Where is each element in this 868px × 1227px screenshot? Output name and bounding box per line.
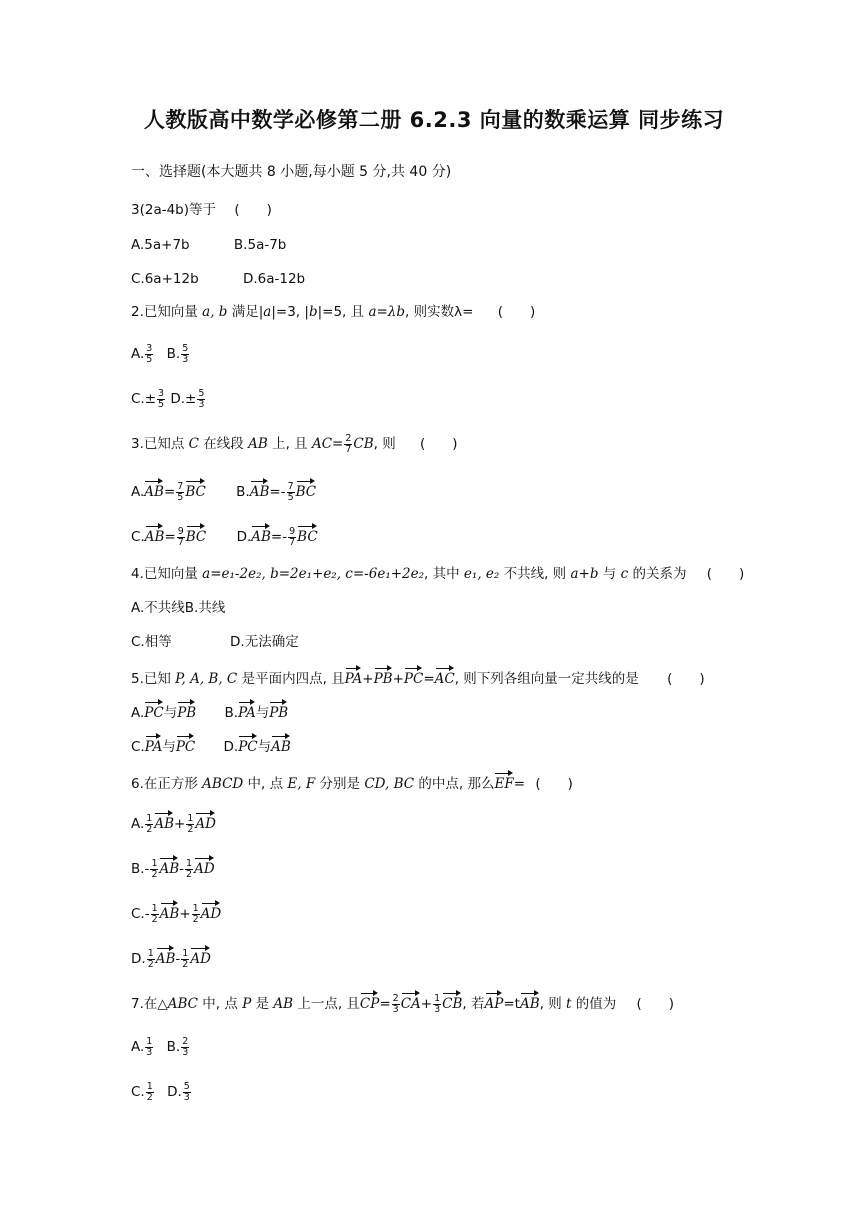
answer-paren: ( ): [497, 304, 536, 320]
q3-option-a: A.AB= $\frac{7}{5}$ BC: [131, 484, 206, 500]
q7-option-a: A.: [131, 1039, 145, 1055]
q7-mid2: 是: [251, 996, 274, 1012]
q7-vec-cb: CB: [442, 990, 462, 1014]
q7-stem-pre: 7.在△: [131, 996, 168, 1012]
section-heading: 一、选择题(本大题共 8 小题,每小题 5 分,共 40 分): [131, 164, 452, 180]
q6-eq: =: [513, 776, 526, 792]
q1-option-d: D.6a-12b: [242, 271, 306, 287]
question-5: 5.已知 P, A, B, C 是平面内四点, 且PA+PB+PC=AC, 则下列各组向量一定共线的是 ( ): [131, 665, 705, 689]
q1-stem: 3(2a-4b)等于: [131, 202, 217, 218]
q3-cb: CB: [353, 436, 374, 452]
q7-vec-ab: AB: [520, 990, 540, 1014]
page-title: 人教版高中数学必修第二册 6.2.3 向量的数乘运算 同步练习: [143, 108, 725, 132]
q7-mid3: 上一点, 且: [293, 996, 360, 1012]
q5-vec-pa: PA: [345, 665, 363, 689]
q7-options-row2: C. $\frac{1}{2}$ D. $\frac{5}{3}$: [131, 1081, 190, 1103]
q1-options-row2: [131, 269, 305, 289]
q6-option-a: A. $\frac{1}{2}$ AB+ $\frac{1}{2}$ AD: [131, 810, 216, 834]
fraction: $\frac{3}{5}$: [158, 388, 165, 410]
q4-option-b: B.共线: [184, 600, 226, 616]
q5-options-row2: [131, 733, 291, 757]
q6-cdbc: CD, BC: [364, 776, 415, 792]
q2-option-d: D.±: [170, 391, 197, 407]
q7-option-d: D.: [167, 1084, 182, 1100]
q2-option-b: B.: [166, 346, 181, 362]
q3-point-c: C: [188, 436, 200, 452]
q2-b: b: [308, 304, 318, 320]
q3-end: , 则: [373, 436, 396, 452]
q4-mid3: 与: [598, 566, 621, 582]
q4-option-d: D.无法确定: [230, 634, 299, 650]
q7-vec-ca: CA: [401, 990, 421, 1014]
q3-mid2: 上, 且: [267, 436, 312, 452]
q5-stem-pre: 5.已知: [131, 671, 176, 687]
q2-eq: a=λb: [368, 304, 405, 320]
q1-options-row1: [131, 235, 286, 255]
q3-mid: 在线段: [199, 436, 249, 452]
q4-mid2: 不共线, 则: [499, 566, 571, 582]
q4-option-a: A.不共线: [131, 600, 185, 616]
q5-vec-pc: PC: [404, 665, 423, 689]
q6-mid: 中, 点: [243, 776, 288, 792]
q4-end: 的关系为: [628, 566, 687, 582]
q2-stem-pre: 2.已知向量: [131, 304, 203, 320]
q5-points: P, A, B, C: [175, 671, 238, 687]
q2-option-a: A.: [131, 346, 145, 362]
question-1: [131, 200, 272, 220]
q2-stem-mid: 满足|: [227, 304, 264, 320]
q3-ac: AC=: [311, 436, 344, 452]
q4-mid: , 其中: [424, 566, 464, 582]
q6-mid2: 分别是: [315, 776, 365, 792]
q3-options-row2: [131, 523, 318, 547]
answer-paren: ( ): [706, 566, 745, 582]
answer-paren: ( ): [667, 671, 705, 687]
q5-end: , 则下列各组向量一定共线的是: [454, 671, 639, 687]
q2-vars: a, b: [202, 304, 228, 320]
q7-t: t: [566, 996, 572, 1012]
q5-mid: 是平面内四点, 且: [237, 671, 345, 687]
fraction: $\frac{3}{5}$: [146, 343, 153, 365]
question-7: 7.在△ABC 中, 点 P 是 AB 上一点, 且CP= $\frac{2}{3}$ CA+ $\frac{1}{3}$ CB, 若AP=tAB, 则 t 的值为 ( ): [131, 990, 674, 1014]
q4-expr: a=e₁-2e₂, b=2e₁+e₂, c=-6e₁+2e₂: [202, 566, 425, 582]
q2-options-row1: [131, 344, 190, 364]
q6-option-b: B.- $\frac{1}{2}$ AB- $\frac{1}{2}$ AD: [131, 855, 215, 879]
q4-c: c: [620, 566, 629, 582]
q3-option-b: B.AB=- $\frac{7}{5}$ BC: [236, 484, 316, 500]
q7-mid: 中, 点: [198, 996, 243, 1012]
q2-stem-mid3: |=5, 且: [317, 304, 369, 320]
q2-stem-end: , 则实数λ=: [405, 304, 474, 320]
q6-ef: E, F: [287, 776, 316, 792]
fraction: $\frac{5}{3}$: [182, 343, 189, 365]
q7-option-c: C.: [131, 1084, 145, 1100]
question-4: [131, 564, 744, 584]
q7-vec-cp: CP: [360, 990, 379, 1014]
q3-option-d: D.AB=- $\frac{9}{7}$ BC: [237, 529, 318, 545]
q5-vec-ac: AC: [435, 665, 455, 689]
q6-option-d: D. $\frac{1}{2}$ AB- $\frac{1}{2}$ AD: [131, 945, 211, 969]
q3-options-row1: [131, 478, 316, 502]
q2-option-c: C.±: [131, 391, 157, 407]
q7-option-b: B.: [166, 1039, 181, 1055]
q4-ab: a+b: [570, 566, 599, 582]
q3-stem-pre: 3.已知点: [131, 436, 189, 452]
q5-vec-pb: PB: [374, 665, 393, 689]
fraction: $\frac{2}{7}$: [345, 433, 352, 455]
q5-options-row1: [131, 699, 288, 723]
q5-option-a: A.PC与PB: [131, 705, 196, 721]
question-3: [131, 434, 458, 454]
q5-option-d: D.PC与AB: [224, 739, 291, 755]
q7-vec-ap: AP: [485, 990, 504, 1014]
q6-vec-ef: EF: [494, 770, 513, 794]
q1-option-c: C.6a+12b: [131, 271, 199, 287]
q1-option-a: A.5a+7b: [131, 237, 190, 253]
q5-option-c: C.PA与PC: [131, 739, 195, 755]
fraction: $\frac{5}{3}$: [198, 388, 205, 410]
q4-option-c: C.相等: [131, 634, 172, 650]
q4-options-row1: [131, 598, 225, 618]
q6-end: 的中点, 那么: [414, 776, 495, 792]
q5-option-b: B.PA与PB: [225, 705, 289, 721]
answer-paren: ( ): [636, 996, 675, 1012]
q2-stem-mid2: |=3, |: [271, 304, 309, 320]
q2-options-row2: [131, 389, 206, 409]
q7-p: P: [242, 996, 252, 1012]
q4-e: e₁, e₂: [463, 566, 500, 582]
answer-paren: ( ): [535, 776, 573, 792]
answer-paren: ( ): [234, 202, 272, 218]
q1-option-b: B.5a-7b: [233, 237, 287, 253]
q7-triangle: ABC: [167, 996, 199, 1012]
q6-square: ABCD: [202, 776, 244, 792]
q3-segment: AB: [248, 436, 268, 452]
q2-a: a: [263, 304, 272, 320]
q7-ab: AB: [273, 996, 294, 1012]
answer-paren: ( ): [420, 436, 458, 452]
question-6: [131, 770, 573, 794]
q7-options-row1: A. $\frac{1}{3}$ B. $\frac{2}{3}$: [131, 1036, 189, 1058]
q4-options-row2: [131, 632, 299, 652]
q4-stem-pre: 4.已知向量: [131, 566, 203, 582]
question-2: [131, 302, 535, 322]
q3-option-c: C.AB= $\frac{9}{7}$ BC: [131, 529, 206, 545]
q6-stem-pre: 6.在正方形: [131, 776, 203, 792]
q6-option-c: C.- $\frac{1}{2}$ AB+ $\frac{1}{2}$ AD: [131, 900, 221, 924]
